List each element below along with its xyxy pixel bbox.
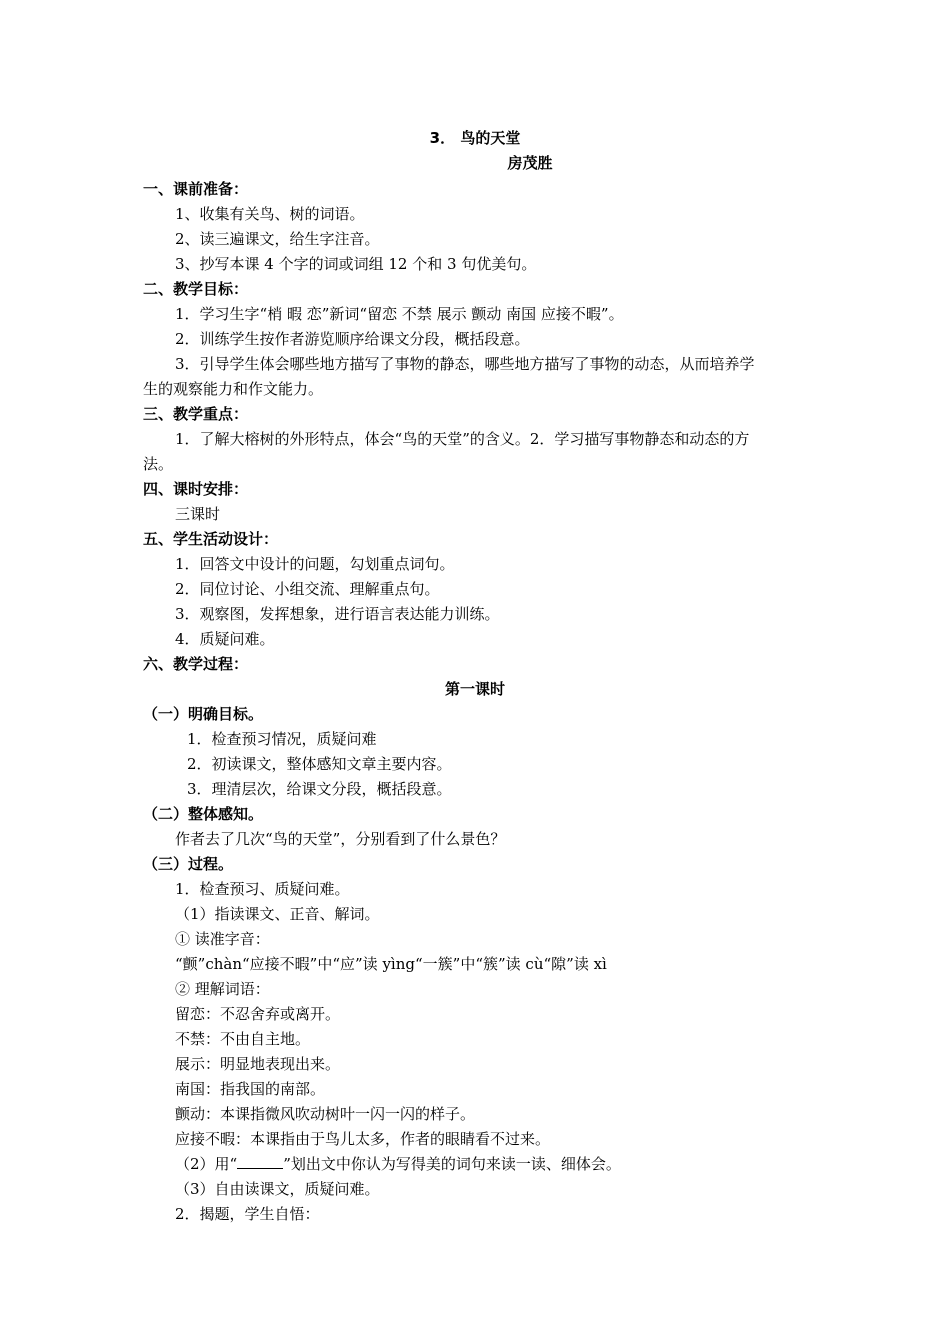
- vocab-definition: 南国：指我国的南部。: [175, 1080, 326, 1098]
- goal-item: 3．引导学生体会哪些地方描写了事物的静态，哪些地方描写了事物的动态，从而培养学: [175, 355, 755, 373]
- focus-item-continued: 法。: [143, 455, 174, 473]
- section-heading-process: 六、教学过程：: [143, 655, 249, 673]
- prep-item: 2、读三遍课文，给生字注音。: [175, 230, 380, 248]
- vocab-definition: 颤动：本课指微风吹动树叶一闪一闪的样子。: [175, 1105, 476, 1123]
- lesson-heading: 第一课时: [444, 680, 505, 698]
- part-goal-item: 3．理清层次，给课文分段，概括段意。: [187, 780, 452, 798]
- focus-item: 1．了解大榕树的外形特点，体会“鸟的天堂”的含义。2．学习描写事物静态和动态的方: [175, 430, 750, 448]
- procedure-item: （1）指读课文、正音、解词。: [175, 905, 380, 923]
- section-heading-focus: 三、教学重点：: [143, 405, 249, 423]
- procedure-item: ② 理解词语：: [175, 980, 270, 998]
- activity-item: 4．质疑问难。: [175, 630, 275, 648]
- underline-blank: [237, 1156, 283, 1169]
- vocab-definition: 应接不暇：本课指由于鸟儿太多，作者的眼睛看不过来。: [175, 1130, 551, 1148]
- goal-item-continued: 生的观察能力和作文能力。: [143, 380, 324, 398]
- part-heading-goals: （一）明确目标。: [143, 705, 264, 723]
- prep-item: 3、抄写本课 4 个字的词或词组 12 个和 3 句优美句。: [175, 255, 537, 273]
- procedure-item: 2．揭题，学生自悟：: [175, 1205, 320, 1223]
- activity-item: 3．观察图，发挥想象，进行语言表达能力训练。: [175, 605, 500, 623]
- section-heading-prep: 一、课前准备：: [143, 180, 249, 198]
- procedure-item: （3）自由读课文，质疑问难。: [175, 1180, 380, 1198]
- section-heading-goals: 二、教学目标：: [143, 280, 249, 298]
- doc-title: 3． 鸟的天堂: [429, 129, 521, 147]
- section-heading-schedule: 四、课时安排：: [143, 480, 249, 498]
- prep-item: 1、收集有关鸟、树的词语。: [175, 205, 365, 223]
- vocab-definition: 展示：明显地表现出来。: [175, 1055, 341, 1073]
- goal-item: 2．训练学生按作者游览顺序给课文分段，概括段意。: [175, 330, 530, 348]
- part-heading-procedure: （三）过程。: [143, 855, 234, 873]
- vocab-definition: 不禁：不由自主地。: [175, 1030, 311, 1048]
- schedule-item: 三课时: [175, 505, 221, 523]
- pronunciation-line: “颤”chàn“应接不暇”中“应”读 yìng“一簇”中“簇”读 cù“隙”读 xì: [175, 955, 607, 973]
- underline-instruction-prefix: （2）用“: [175, 1155, 238, 1173]
- section-heading-activities: 五、学生活动设计：: [143, 530, 279, 548]
- overview-question: 作者去了几次“鸟的天堂”，分别看到了什么景色？: [175, 830, 506, 848]
- doc-author: 房茂胜: [507, 154, 553, 172]
- procedure-item: 1．检查预习、质疑问难。: [175, 880, 350, 898]
- part-goal-item: 1．检查预习情况，质疑问难: [187, 730, 377, 748]
- activity-item: 1．回答文中设计的问题，勾划重点词句。: [175, 555, 455, 573]
- underline-instruction: [175, 1154, 621, 1174]
- part-goal-item: 2．初读课文，整体感知文章主要内容。: [187, 755, 452, 773]
- underline-instruction-suffix: ”划出文中你认为写得美的词句来读一读、细体会。: [283, 1155, 621, 1173]
- goal-item: 1．学习生字“梢 暇 恋”新词“留恋 不禁 展示 颤动 南国 应接不暇”。: [175, 305, 624, 323]
- procedure-item: ① 读准字音：: [175, 930, 270, 948]
- activity-item: 2．同位讨论、小组交流、理解重点句。: [175, 580, 440, 598]
- part-heading-overview: （二）整体感知。: [143, 805, 264, 823]
- vocab-definition: 留恋：不忍舍弃或离开。: [175, 1005, 341, 1023]
